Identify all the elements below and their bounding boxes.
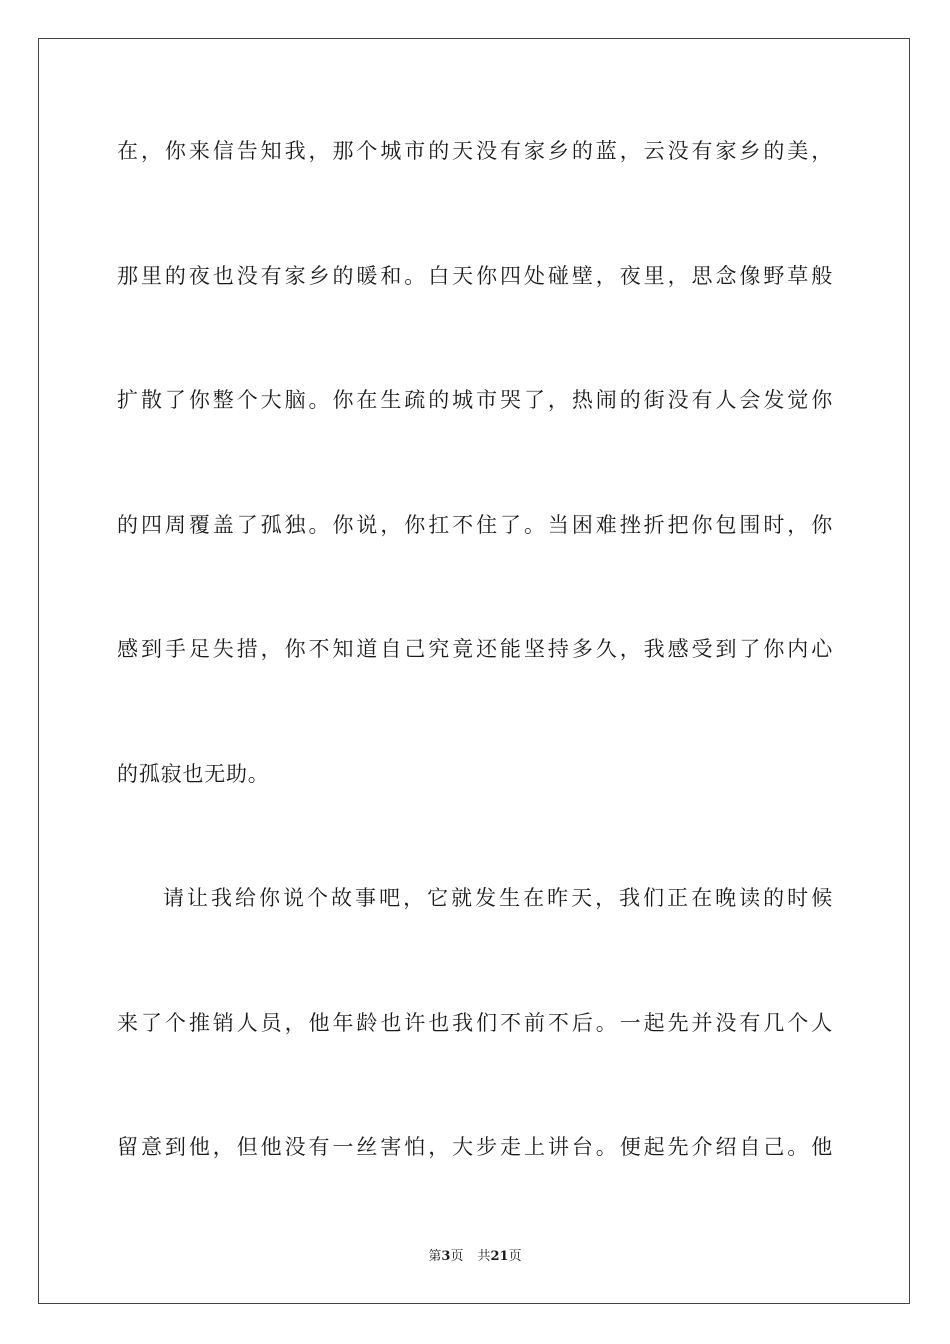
- page-border: [38, 38, 910, 1304]
- body-text-line: 扩散了你整个大脑。你在生疏的城市哭了，热闹的街没有人会发觉你: [117, 388, 833, 412]
- body-text-line: 留意到他，但他没有一丝害怕，大步走上讲台。便起先介绍自己。他: [117, 1135, 833, 1159]
- body-text-line: 在，你来信告知我，那个城市的天没有家乡的蓝，云没有家乡的美，: [117, 139, 833, 163]
- body-text-line: 那里的夜也没有家乡的暖和。白天你四处碰壁，夜里，思念像野草般: [117, 264, 833, 288]
- page-label-suffix: 页: [450, 1249, 464, 1264]
- page-footer: [0, 1248, 950, 1266]
- page-number: 3: [441, 1249, 451, 1264]
- total-label-suffix: 页: [508, 1249, 522, 1264]
- page-label-prefix: 第: [428, 1249, 442, 1264]
- paragraph-first-line: 请让我给你说个故事吧，它就发生在昨天，我们正在晚读的时候: [163, 886, 833, 910]
- total-pages: 21: [490, 1249, 509, 1264]
- body-text-line: 感到手足失措，你不知道自己究竟还能坚持多久，我感受到了你内心: [117, 637, 833, 661]
- body-text-line: 的孤寂也无助。: [117, 762, 270, 786]
- body-text-line: 来了个推销人员，他年龄也许也我们不前不后。一起先并没有几个人: [117, 1011, 833, 1035]
- body-text-line: 的四周覆盖了孤独。你说，你扛不住了。当困难挫折把你包围时，你: [117, 513, 833, 537]
- total-label-prefix: 共: [477, 1249, 491, 1264]
